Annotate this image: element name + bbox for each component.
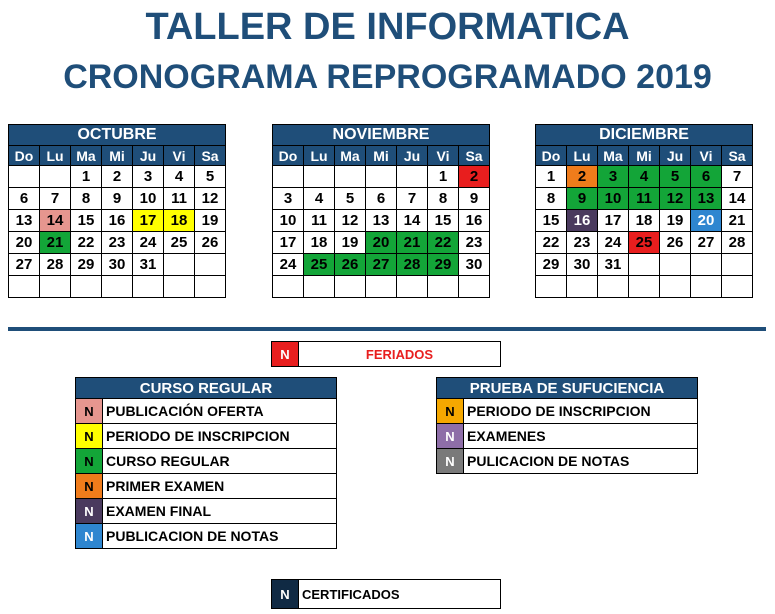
day-cell: 17: [273, 232, 304, 254]
day-cell: 6: [691, 166, 722, 188]
month-header: OCTUBRE: [9, 125, 226, 146]
legend-swatch: N: [76, 524, 103, 549]
weekday-header: Mi: [366, 146, 397, 166]
day-cell: 28: [40, 254, 71, 276]
legend-curso-regular: [75, 377, 337, 549]
day-cell: 14: [397, 210, 428, 232]
legend-item-label: CURSO REGULAR: [103, 449, 337, 474]
legend-label-certificados: CERTIFICADOS: [299, 580, 501, 609]
day-cell: 16: [567, 210, 598, 232]
legend-item-label: PRIMER EXAMEN: [103, 474, 337, 499]
empty-day-cell: [598, 276, 629, 298]
day-cell: 8: [428, 188, 459, 210]
day-cell: 11: [629, 188, 660, 210]
day-cell: 11: [304, 210, 335, 232]
empty-day-cell: [335, 166, 366, 188]
empty-day-cell: [9, 276, 40, 298]
page-title: TALLER DE INFORMATICA: [145, 6, 630, 48]
empty-day-cell: [366, 276, 397, 298]
day-cell: 19: [335, 232, 366, 254]
day-cell: 27: [9, 254, 40, 276]
day-cell: 22: [71, 232, 102, 254]
legend-item-label: EXAMENES: [464, 424, 698, 449]
weekday-header: Vi: [428, 146, 459, 166]
day-cell: 7: [397, 188, 428, 210]
weekday-header: Do: [9, 146, 40, 166]
day-cell: 18: [164, 210, 195, 232]
day-cell: 11: [164, 188, 195, 210]
empty-day-cell: [629, 276, 660, 298]
empty-day-cell: [459, 276, 490, 298]
day-cell: 10: [273, 210, 304, 232]
legend-title: PRUEBA DE SUFUCIENCIA: [437, 378, 698, 399]
legend-item-label: PUBLICACION DE NOTAS: [103, 524, 337, 549]
weekday-header: Ma: [335, 146, 366, 166]
weekday-header: Lu: [567, 146, 598, 166]
day-cell: 7: [722, 166, 753, 188]
day-cell: 27: [691, 232, 722, 254]
empty-day-cell: [567, 276, 598, 298]
day-cell: 24: [273, 254, 304, 276]
weekday-header: Lu: [304, 146, 335, 166]
day-cell: 13: [9, 210, 40, 232]
day-cell: 14: [40, 210, 71, 232]
legend-swatch: N: [76, 424, 103, 449]
legend-swatch: N: [437, 399, 464, 424]
weekday-header: Sa: [722, 146, 753, 166]
weekday-header: Ju: [660, 146, 691, 166]
legend-swatch: N: [76, 399, 103, 424]
day-cell: 3: [598, 166, 629, 188]
day-cell: 27: [366, 254, 397, 276]
weekday-header: Do: [536, 146, 567, 166]
empty-day-cell: [164, 254, 195, 276]
weekday-header: Mi: [102, 146, 133, 166]
empty-day-cell: [71, 276, 102, 298]
day-cell: 2: [459, 166, 490, 188]
weekday-header: Sa: [459, 146, 490, 166]
legend-swatch: N: [76, 449, 103, 474]
day-cell: 14: [722, 188, 753, 210]
weekday-header: Mi: [629, 146, 660, 166]
divider: [8, 327, 766, 331]
day-cell: 1: [428, 166, 459, 188]
day-cell: 3: [133, 166, 164, 188]
day-cell: 1: [536, 166, 567, 188]
day-cell: 25: [164, 232, 195, 254]
legend-feriados: [271, 341, 501, 367]
day-cell: 5: [335, 188, 366, 210]
empty-day-cell: [722, 254, 753, 276]
empty-day-cell: [397, 166, 428, 188]
legend-prueba-suficiencia: [436, 377, 698, 474]
calendar-noviembre: [272, 124, 490, 298]
day-cell: 25: [304, 254, 335, 276]
day-cell: 21: [722, 210, 753, 232]
weekday-header: Ma: [71, 146, 102, 166]
day-cell: 1: [71, 166, 102, 188]
weekday-header: Ju: [397, 146, 428, 166]
empty-day-cell: [133, 276, 164, 298]
day-cell: 8: [71, 188, 102, 210]
day-cell: 4: [304, 188, 335, 210]
legend-swatch: N: [76, 474, 103, 499]
empty-day-cell: [9, 166, 40, 188]
day-cell: 28: [397, 254, 428, 276]
day-cell: 19: [195, 210, 226, 232]
legend-swatch: N: [272, 342, 299, 367]
empty-day-cell: [691, 276, 722, 298]
day-cell: 26: [660, 232, 691, 254]
day-cell: 2: [102, 166, 133, 188]
weekday-header: Vi: [164, 146, 195, 166]
day-cell: 10: [598, 188, 629, 210]
legend-swatch: N: [76, 499, 103, 524]
day-cell: 12: [335, 210, 366, 232]
day-cell: 12: [195, 188, 226, 210]
legend-title: CURSO REGULAR: [76, 378, 337, 399]
month-header: NOVIEMBRE: [273, 125, 490, 146]
weekday-header: Do: [273, 146, 304, 166]
day-cell: 24: [598, 232, 629, 254]
day-cell: 4: [629, 166, 660, 188]
day-cell: 16: [459, 210, 490, 232]
day-cell: 29: [71, 254, 102, 276]
day-cell: 4: [164, 166, 195, 188]
day-cell: 20: [366, 232, 397, 254]
day-cell: 5: [195, 166, 226, 188]
day-cell: 20: [691, 210, 722, 232]
month-header: DICIEMBRE: [536, 125, 753, 146]
legend-swatch: N: [437, 449, 464, 474]
day-cell: 17: [133, 210, 164, 232]
weekday-header: Ju: [133, 146, 164, 166]
day-cell: 22: [428, 232, 459, 254]
empty-day-cell: [397, 276, 428, 298]
legend-label-feriados: FERIADOS: [299, 342, 501, 367]
day-cell: 3: [273, 188, 304, 210]
day-cell: 9: [567, 188, 598, 210]
legend-item-label: EXAMEN FINAL: [103, 499, 337, 524]
day-cell: 9: [459, 188, 490, 210]
empty-day-cell: [660, 254, 691, 276]
calendar-octubre: [8, 124, 226, 298]
day-cell: 19: [660, 210, 691, 232]
day-cell: 20: [9, 232, 40, 254]
day-cell: 18: [629, 210, 660, 232]
day-cell: 22: [536, 232, 567, 254]
empty-day-cell: [304, 166, 335, 188]
day-cell: 15: [71, 210, 102, 232]
empty-day-cell: [536, 276, 567, 298]
day-cell: 7: [40, 188, 71, 210]
day-cell: 15: [428, 210, 459, 232]
day-cell: 21: [397, 232, 428, 254]
day-cell: 16: [102, 210, 133, 232]
day-cell: 29: [428, 254, 459, 276]
day-cell: 12: [660, 188, 691, 210]
empty-day-cell: [366, 166, 397, 188]
legend-item-label: PUBLICACIÓN OFERTA: [103, 399, 337, 424]
day-cell: 30: [567, 254, 598, 276]
legend-item-label: PERIODO DE INSCRIPCION: [103, 424, 337, 449]
empty-day-cell: [195, 276, 226, 298]
empty-day-cell: [164, 276, 195, 298]
legend-item-label: PERIODO DE INSCRIPCION: [464, 399, 698, 424]
weekday-header: Ma: [598, 146, 629, 166]
legend-swatch: N: [272, 580, 299, 609]
empty-day-cell: [428, 276, 459, 298]
day-cell: 2: [567, 166, 598, 188]
day-cell: 28: [722, 232, 753, 254]
day-cell: 13: [366, 210, 397, 232]
weekday-header: Lu: [40, 146, 71, 166]
empty-day-cell: [40, 166, 71, 188]
day-cell: 23: [102, 232, 133, 254]
empty-day-cell: [195, 254, 226, 276]
day-cell: 8: [536, 188, 567, 210]
day-cell: 29: [536, 254, 567, 276]
day-cell: 5: [660, 166, 691, 188]
day-cell: 31: [598, 254, 629, 276]
day-cell: 9: [102, 188, 133, 210]
day-cell: 17: [598, 210, 629, 232]
empty-day-cell: [691, 254, 722, 276]
empty-day-cell: [629, 254, 660, 276]
empty-day-cell: [273, 166, 304, 188]
calendar-diciembre: [535, 124, 753, 298]
legend-item-label: PULICACION DE NOTAS: [464, 449, 698, 474]
empty-day-cell: [273, 276, 304, 298]
empty-day-cell: [660, 276, 691, 298]
day-cell: 30: [459, 254, 490, 276]
day-cell: 30: [102, 254, 133, 276]
page-subtitle: CRONOGRAMA REPROGRAMADO 2019: [63, 58, 712, 96]
day-cell: 6: [9, 188, 40, 210]
legend-certificados: [271, 579, 501, 609]
day-cell: 15: [536, 210, 567, 232]
day-cell: 21: [40, 232, 71, 254]
day-cell: 13: [691, 188, 722, 210]
day-cell: 23: [567, 232, 598, 254]
empty-day-cell: [304, 276, 335, 298]
weekday-header: Sa: [195, 146, 226, 166]
empty-day-cell: [102, 276, 133, 298]
day-cell: 18: [304, 232, 335, 254]
day-cell: 23: [459, 232, 490, 254]
day-cell: 10: [133, 188, 164, 210]
day-cell: 24: [133, 232, 164, 254]
day-cell: 26: [195, 232, 226, 254]
empty-day-cell: [335, 276, 366, 298]
day-cell: 6: [366, 188, 397, 210]
empty-day-cell: [40, 276, 71, 298]
day-cell: 25: [629, 232, 660, 254]
weekday-header: Vi: [691, 146, 722, 166]
empty-day-cell: [722, 276, 753, 298]
legend-swatch: N: [437, 424, 464, 449]
day-cell: 31: [133, 254, 164, 276]
day-cell: 26: [335, 254, 366, 276]
